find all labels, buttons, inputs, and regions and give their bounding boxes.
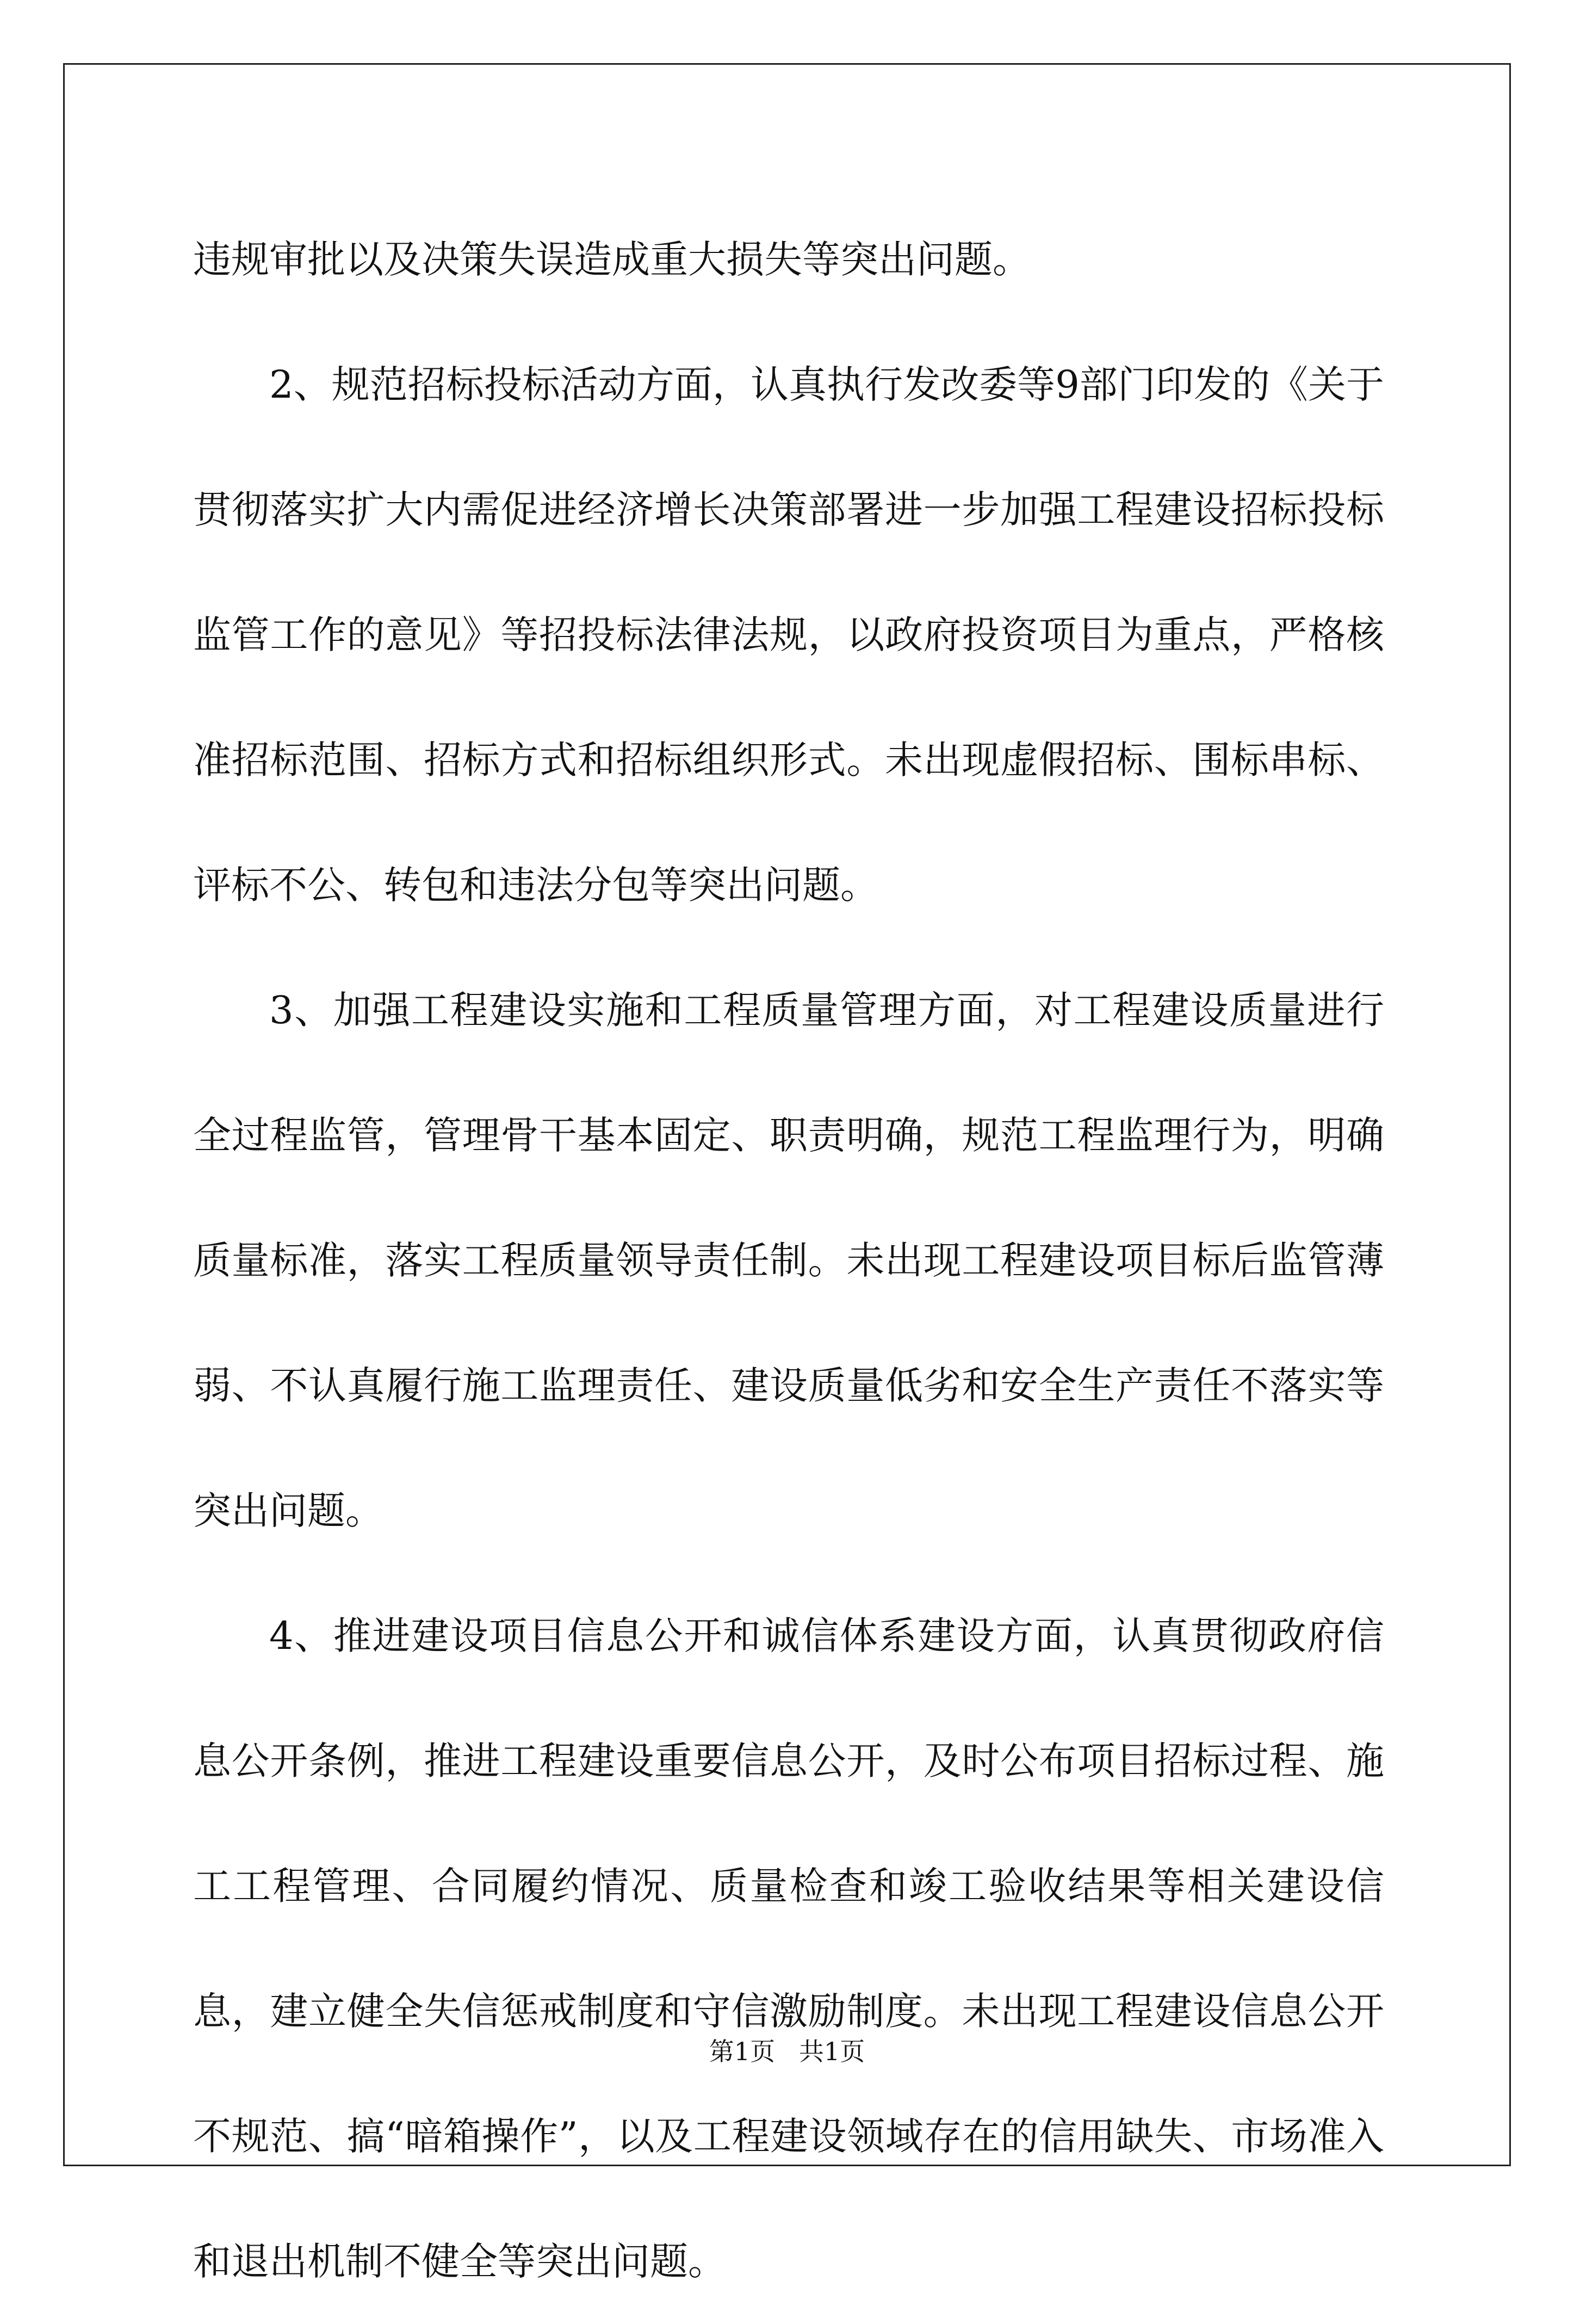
document-body <box>193 197 1384 2324</box>
paragraph-bidding: 2、规范招标投标活动方面，认真执行发改委等9部门印发的《关于贯彻落实扩大内需促进经济增长决策部署进一步加强工程建设招标投标监管工作的意见》等招投标法律法规，以政府投资项目为重点，严格核准招标范围、招标方式和招标组织形式。未出现虚假招标、围标串标、评标不公、转包和违法分包等突出问题。 <box>193 362 1384 907</box>
paragraph-continuation: 违规审批以及决策失误造成重大损失等突出问题。 <box>193 237 1031 282</box>
page-footer: 第1页 共1页 <box>709 2037 865 2066</box>
paragraph-quality: 3、加强工程建设实施和工程质量管理方面，对工程建设质量进行全过程监管，管理骨干基本固定、职责明确，规范工程监理行为，明确质量标准，落实工程质量领导责任制。未出现工程建设项目标后监管薄弱、不认真履行施工监理责任、建设质量低劣和安全生产责任不落实等突出问题。 <box>193 988 1384 1533</box>
paragraph-disclosure: 4、推进建设项目信息公开和诚信体系建设方面，认真贯彻政府信息公开条例，推进工程建设重要信息公开，及时公布项目招标过程、施工工程管理、合同履约情况、质量检查和竣工验收结果等相关建设信息，建立健全失信惩戒制度和守信激励制度。未出现工程建设信息公开不规范、搞“暗箱操作”，以及工程建设领域存在的信用缺失、市场准入和退出机制不健全等突出问题。 <box>193 1614 1384 2284</box>
